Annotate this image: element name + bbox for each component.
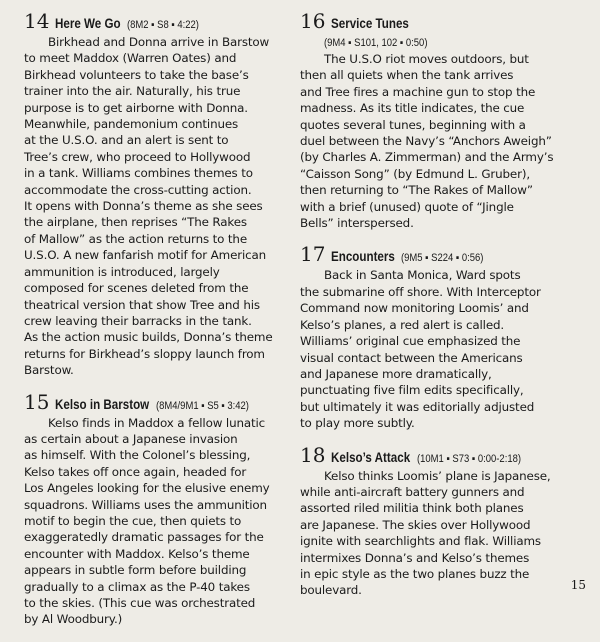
text-line: in a tank. Williams combines themes to xyxy=(24,166,253,181)
text-line: crew leaving their barracks in the tank. xyxy=(24,313,252,328)
text-line: by Al Woodbury.) xyxy=(24,612,123,627)
text-line: to play more subtly. xyxy=(300,416,415,431)
text-line: Meanwhile, pandemonium continues xyxy=(24,117,239,132)
track-description xyxy=(300,267,578,431)
text-line: at the U.S.O. and an alert is sent to xyxy=(24,133,229,148)
text-line: with a brief (unused) quote of “Jingle xyxy=(300,199,514,214)
text-line: composed for scenes deleted from the xyxy=(24,281,249,296)
track-title: Kelso’s Attack xyxy=(331,449,411,465)
text-line: of Mallow” as the action returns to the xyxy=(24,231,247,246)
text-line: The U.S.O riot moves outdoors, but xyxy=(324,52,529,66)
track-entry-16 xyxy=(300,9,578,231)
text-line: trainer into the air. Naturally, his true xyxy=(24,84,241,99)
text-line: duel between the Navy’s “Anchors Aweigh” xyxy=(300,134,552,149)
track-entry-18 xyxy=(300,442,578,599)
text-line: to the skies. (This cue was orchestrated xyxy=(24,596,256,610)
text-line: to meet Maddox (Warren Oates) and xyxy=(24,51,237,66)
track-title: Kelso in Barstow xyxy=(55,396,150,412)
text-line: while anti-aircraft battery gunners and xyxy=(300,484,525,499)
text-line: “Caisson Song” (by Edmund L. Gruber), xyxy=(300,166,530,181)
track-description xyxy=(300,468,578,599)
text-line: Kelso’s planes, a red alert is called. xyxy=(300,317,505,332)
left-column xyxy=(24,9,286,642)
text-line: (by Charles A. Zimmerman) and the Army’s xyxy=(300,150,554,165)
track-meta: (9M5 ▪ S224 ▪ 0:56) xyxy=(401,252,484,265)
text-line: motif to begin the cue, then quiets to xyxy=(24,513,242,528)
text-line: Bells” interspersed. xyxy=(300,216,414,231)
track-heading xyxy=(300,442,578,468)
text-line: encounter with Maddox. Kelso’s theme xyxy=(24,546,250,561)
text-line: as himself. With the Colonel’s blessing, xyxy=(24,448,251,463)
text-line: Los Angeles looking for the elusive enemy xyxy=(24,481,270,496)
track-title: Here We Go xyxy=(55,16,122,31)
text-line: accommodate the cross-cutting action. xyxy=(24,182,252,197)
text-line: are Japanese. The skies over Hollywood xyxy=(300,517,531,532)
text-line: appears in subtle form before building xyxy=(24,563,247,578)
track-heading xyxy=(24,9,286,34)
text-line: Williams’ original cue emphasized the xyxy=(300,334,521,349)
track-meta: (8M2 ▪ S8 ▪ 4:22) xyxy=(127,19,199,31)
text-line: purpose is to get airborne with Donna. xyxy=(24,100,248,115)
text-line: theatrical version that show Tree and his xyxy=(24,297,260,312)
track-heading xyxy=(24,389,286,415)
track-meta-line xyxy=(300,33,578,51)
track-description xyxy=(24,34,286,379)
text-line: Barstow. xyxy=(24,363,74,378)
text-line: As the action music builds, Donna’s theme xyxy=(24,330,273,345)
text-line: punctuating five film edits specifically, xyxy=(300,383,524,398)
text-line: then all quiets when the tank arrives xyxy=(300,68,514,83)
page-number: 15 xyxy=(570,578,586,592)
track-heading xyxy=(300,242,578,267)
text-line: quotes several tunes, beginning with a xyxy=(300,117,526,132)
text-line: intermixes Donna’s and Kelso’s themes xyxy=(300,550,530,565)
text-line: but ultimately it was editorially adjusted xyxy=(300,399,535,414)
track-entry-15 xyxy=(24,389,286,628)
text-line: Back in Santa Monica, Ward spots xyxy=(324,268,521,283)
text-line: as certain about a Japanese invasion xyxy=(24,431,238,446)
track-number: 14 xyxy=(24,9,50,33)
text-line: ammunition is introduced, largely xyxy=(24,264,220,279)
track-description xyxy=(300,51,578,231)
track-meta: (8M4/9M1 ▪ S5 ▪ 3:42) xyxy=(155,399,249,412)
text-line: boulevard. xyxy=(300,583,362,598)
track-heading xyxy=(300,9,578,33)
text-line: returns for Birkhead’s sloppy launch from xyxy=(24,346,265,361)
text-line: Kelso finds in Maddox a fellow lunatic xyxy=(48,415,266,430)
track-number: 16 xyxy=(300,9,326,33)
track-meta: (10M1 ▪ S73 ▪ 0:00-2:18) xyxy=(416,452,521,465)
text-line: It opens with Donna’s theme as she sees xyxy=(24,199,263,214)
text-line: squadrons. Williams uses the ammunition xyxy=(24,497,267,512)
text-line: exaggeratedly dramatic passages for the xyxy=(24,530,264,545)
text-line: madness. As its title indicates, the cue xyxy=(300,101,525,116)
text-line: Birkhead volunteers to take the base’s xyxy=(24,67,249,82)
track-title: Service Tunes xyxy=(331,16,410,31)
text-line: the submarine off shore. With Interceptor xyxy=(300,284,541,299)
text-line: Tree’s crew, who proceed to Hollywood xyxy=(24,149,251,164)
text-line: assorted riled militia think both planes xyxy=(300,501,524,516)
text-line: gradually to a climax as the P-40 takes xyxy=(24,579,250,594)
text-line: Kelso thinks Loomis’ plane is Japanese, xyxy=(324,468,551,483)
text-line: Command now monitoring Loomis’ and xyxy=(300,301,529,316)
text-line: and Tree fires a machine gun to stop the xyxy=(300,84,536,99)
text-line: visual contact between the Americans xyxy=(300,350,523,365)
track-entry-14 xyxy=(24,9,286,379)
text-line: in epic style as the two planes buzz the xyxy=(300,566,530,581)
track-description xyxy=(24,415,286,628)
text-line: the airplane, then reprises “The Rakes xyxy=(24,215,247,230)
track-entry-17 xyxy=(300,242,578,431)
track-number: 15 xyxy=(24,389,50,414)
track-number: 17 xyxy=(300,242,326,267)
text-line: Birkhead and Donna arrive in Barstow xyxy=(48,35,270,49)
text-line: U.S.O. A new fanfarish motif for American xyxy=(24,248,267,263)
text-line: and Japanese more dramatically, xyxy=(300,366,492,381)
text-line: ignite with searchlights and flak. Williams xyxy=(300,534,541,549)
track-meta: (9M4 ▪ S101, 102 ▪ 0:50) xyxy=(324,37,428,49)
track-title: Encounters xyxy=(331,249,396,265)
text-line: Kelso takes off once again, headed for xyxy=(24,464,247,479)
track-number: 18 xyxy=(300,442,326,467)
right-column xyxy=(300,9,578,613)
text-line: then returning to “The Rakes of Mallow” xyxy=(300,183,533,198)
